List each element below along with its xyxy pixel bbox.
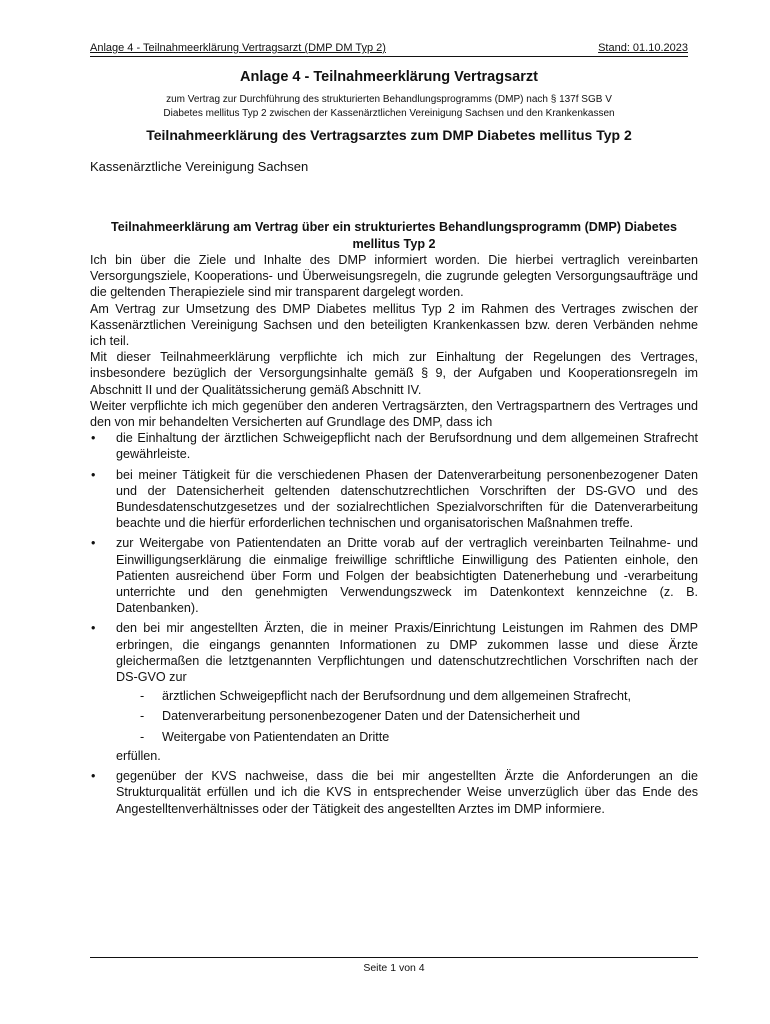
list-item-text: gegenüber der KVS nachweise, dass die bei mir angestellten Ärzte die Anforderungen an die Strukturqualität erfüllen und ich die KVS in entsprechender Weise unverzüglich über das Ende des Angestelltenverhältnisses oder der Tätigkeit des angestellten Arztes im DMP informiere. [116, 769, 698, 816]
list-item [90, 467, 698, 532]
header-right: Stand: 01.10.2023 [598, 42, 688, 54]
list-item [90, 620, 698, 764]
document-subtitle [90, 93, 688, 120]
section-heading: Teilnahmeerklärung am Vertrag über ein strukturiertes Behandlungsprogramm (DMP) Diabetes mellitus Typ 2 [111, 220, 677, 251]
list-item-text: den bei mir angestellten Ärzten, die in meiner Praxis/Einrichtung Leistungen im Rahmen des DMP erbringen, die eingangs genannten Informationen zu DMP zukommen lasse und diese Ärzte gleichermaßen die letztgenannten Verpflichtungen und datenschutzrechtlichen Vorschriften nach der DS-GVO zur [116, 621, 698, 685]
sub-list-item: - Weitergabe von Patientendaten an Dritte [116, 729, 698, 745]
page-header [90, 41, 688, 57]
list-item [90, 535, 698, 616]
subtitle-line-2: Diabetes mellitus Typ 2 zwischen der Kassenärztlichen Vereinigung Sachsen und den Krankenkassen [163, 107, 615, 119]
paragraph: Weiter verpflichte ich mich gegenüber den anderen Vertragsärzten, den Vertragspartnern des Vertrages und den von mir behandelten Versicherten auf Grundlage des DMP, dass ich [90, 398, 698, 430]
subtitle-line-1: zum Vertrag zur Durchführung des strukturierten Behandlungsprogramms (DMP) nach § 137f SGB V [166, 94, 612, 105]
document-title: Anlage 4 - Teilnahmeerklärung Vertragsarzt [240, 69, 538, 85]
document-body [90, 219, 698, 817]
declaration-heading: Teilnahmeerklärung des Vertragsarztes zum DMP Diabetes mellitus Typ 2 [146, 127, 632, 143]
kv-name: Kassenärztliche Vereinigung Sachsen [90, 159, 309, 174]
sub-list-item: - ärztlichen Schweigepflicht nach der Berufsordnung und dem allgemeinen Strafrecht, [116, 688, 698, 704]
sub-list [116, 688, 698, 745]
obligation-list [90, 430, 698, 816]
sub-list-tail: erfüllen. [116, 748, 161, 763]
list-item [90, 430, 698, 462]
list-item-text: die Einhaltung der ärztlichen Schweigepflicht nach der Berufsordnung und dem allgemeinen Strafrecht gewährleiste. [116, 431, 698, 462]
sub-list-item: - Datenverarbeitung personenbezogener Daten und der Datensicherheit und [116, 708, 698, 724]
list-item-text: bei meiner Tätigkeit für die verschiedenen Phasen der Datenverarbeitung personenbezogener Daten und der Datensicherheit geltenden datenschutzrechtlichen Vorschriften der DS-GVO und des Bundesdatenschutzgesetzes und der sozialrechtlichen Spezialvorschriften für die Datenverarbeitung beachte und die hierfür erforderlichen technischen und organisatorischen Maßnahmen treffe. [116, 467, 698, 531]
list-item-text: zur Weitergabe von Patientendaten an Dritte vorab auf der vertraglich vereinbarten Teilnahme- und Einwilligungserklärung die einmalige freiwillige schriftliche Einwilligung des Patienten einhole, den Patienten ausreichend über Form und Folgen der beabsichtigten Datenerhebung und -verarbeitung unterrichte und den genehmigten Verwendungszweck im Datenkontext kennzeichne (z. B. Datenbanken). [116, 536, 698, 616]
page-footer: Seite 1 von 4 [90, 957, 698, 975]
paragraph: Am Vertrag zur Umsetzung des DMP Diabetes mellitus Typ 2 im Rahmen des Vertrages zwischen der Kassenärztlichen Vereinigung Sachsen und den beteiligten Krankenkassen bzw. deren Verbänden nehme ich teil. [90, 301, 698, 349]
paragraph: Mit dieser Teilnahmeerklärung verpflichte ich mich zur Einhaltung der Regelungen des Vertrages, insbesondere bezüglich der Versorgungsinhalte gemäß § 9, der Aufgaben und Kooperationsregeln im Abschnitt II und der Qualitätssicherung gemäß Abschnitt IV. [90, 350, 698, 397]
list-item [90, 768, 698, 817]
header-left: Anlage 4 - Teilnahmeerklärung Vertragsarzt (DMP DM Typ 2) [90, 42, 386, 54]
paragraph: Ich bin über die Ziele und Inhalte des DMP informiert worden. Die hierbei vertraglich vereinbarten Versorgungsziele, Kooperations- und Überweisungsregeln, die zugrunde gelegten Versorgungsaufträge und die geltenden Therapieziele sind mir transparent dargelegt worden. [90, 253, 698, 300]
